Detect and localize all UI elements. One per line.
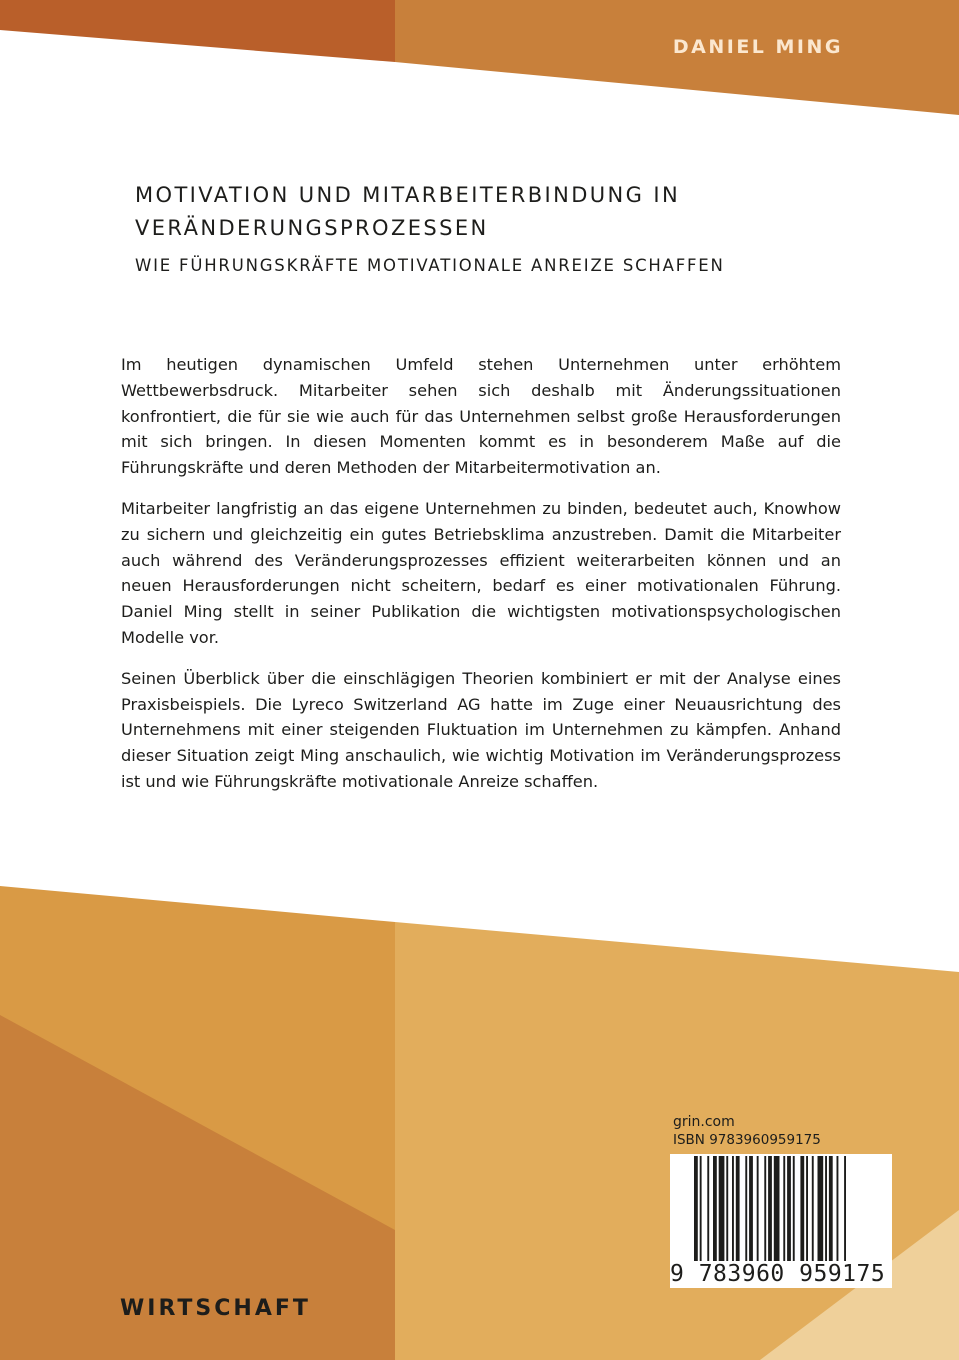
author-name: DANIEL MING — [672, 36, 843, 58]
barcode-icon — [694, 1156, 890, 1266]
barcode-bar — [800, 1156, 804, 1266]
blurb-paragraph-2: Mitarbeiter langfristig an das eigene Unternehmen zu binden, bedeutet auch, Knowhow zu sichern und gleichzeitig ein gutes Betriebsklima anzustreben. Damit die Mitarbeiter auch während des Veränderungsprozesses effizient weiterarbeiten können und an neuen Herausforderungen nicht scheitern, bedarf es einer motivationalen Führung. Daniel Ming stellt in seiner Publikation die wichtigsten motivationspsychologischen Modelle vor. — [121, 498, 841, 647]
barcode-bar — [844, 1156, 846, 1266]
blurb-paragraph-3: Seinen Überblick über die einschlägigen Theorien kombiniert er mit der Analyse eines Praxisbeispiels. Die Lyreco Switzerland AG hatte im Zuge einer Neuausrichtung des Unternehmens mit einer steigenden Fluktuation im Unternehmen zu kämpfen. Anhand dieser Situation zeigt Ming anschaulich, wie wichtig Motivation im Veränderungsprozess ist und wie Führungskräfte motivationale Anreize schaffen. — [121, 668, 841, 791]
book-subtitle: WIE FÜHRUNGSKRÄFTE MOTIVATIONALE ANREIZE SCHAFFEN — [135, 256, 725, 275]
barcode-bar — [829, 1156, 833, 1266]
barcode-bar — [768, 1156, 772, 1266]
barcode-bar — [825, 1156, 827, 1266]
barcode-bar — [719, 1156, 725, 1266]
publisher-site: grin.com — [673, 1114, 735, 1130]
barcode-digits: 9 783960 959175 — [670, 1261, 892, 1287]
barcode-bar — [694, 1156, 698, 1266]
barcode-bar — [700, 1156, 702, 1266]
blurb — [121, 352, 841, 810]
barcode-bar — [774, 1156, 780, 1266]
barcode-bar — [764, 1156, 766, 1266]
title-line-1: MOTIVATION UND MITARBEITERBINDUNG IN — [135, 183, 681, 207]
isbn-text: ISBN 9783960959175 — [673, 1132, 821, 1148]
barcode-bar — [726, 1156, 728, 1266]
barcode-bar — [732, 1156, 734, 1266]
top-band-dark — [0, 0, 395, 62]
barcode-bar — [818, 1156, 824, 1266]
barcode-bar — [736, 1156, 740, 1266]
barcode-bar — [787, 1156, 791, 1266]
barcode-bar — [745, 1156, 747, 1266]
title-line-2: VERÄNDERUNGSPROZESSEN — [135, 216, 489, 240]
barcode-bar — [806, 1156, 808, 1266]
barcode-bar — [707, 1156, 709, 1266]
barcode-bar — [757, 1156, 759, 1266]
barcode-bar — [793, 1156, 795, 1266]
barcode-bar — [783, 1156, 785, 1266]
barcode-bar — [749, 1156, 753, 1266]
barcode-bar — [713, 1156, 717, 1266]
barcode-bar — [812, 1156, 814, 1266]
category-label: WIRTSCHAFT — [120, 1296, 311, 1321]
barcode-bar — [837, 1156, 839, 1266]
blurb-paragraph-1: Im heutigen dynamischen Umfeld stehen Unternehmen unter erhöhtem Wettbewerbsdruck. Mitarbeiter sehen sich deshalb mit Änderungssituationen konfrontiert, die für sie wie auch für das Unternehmen selbst große Herausforderungen mit sich bringen. In diesen Momenten kommt es in besonderem Maße auf die Führungskräfte und deren Methoden der Mitarbeitermotivation an. — [121, 355, 841, 478]
book-title — [135, 179, 855, 245]
